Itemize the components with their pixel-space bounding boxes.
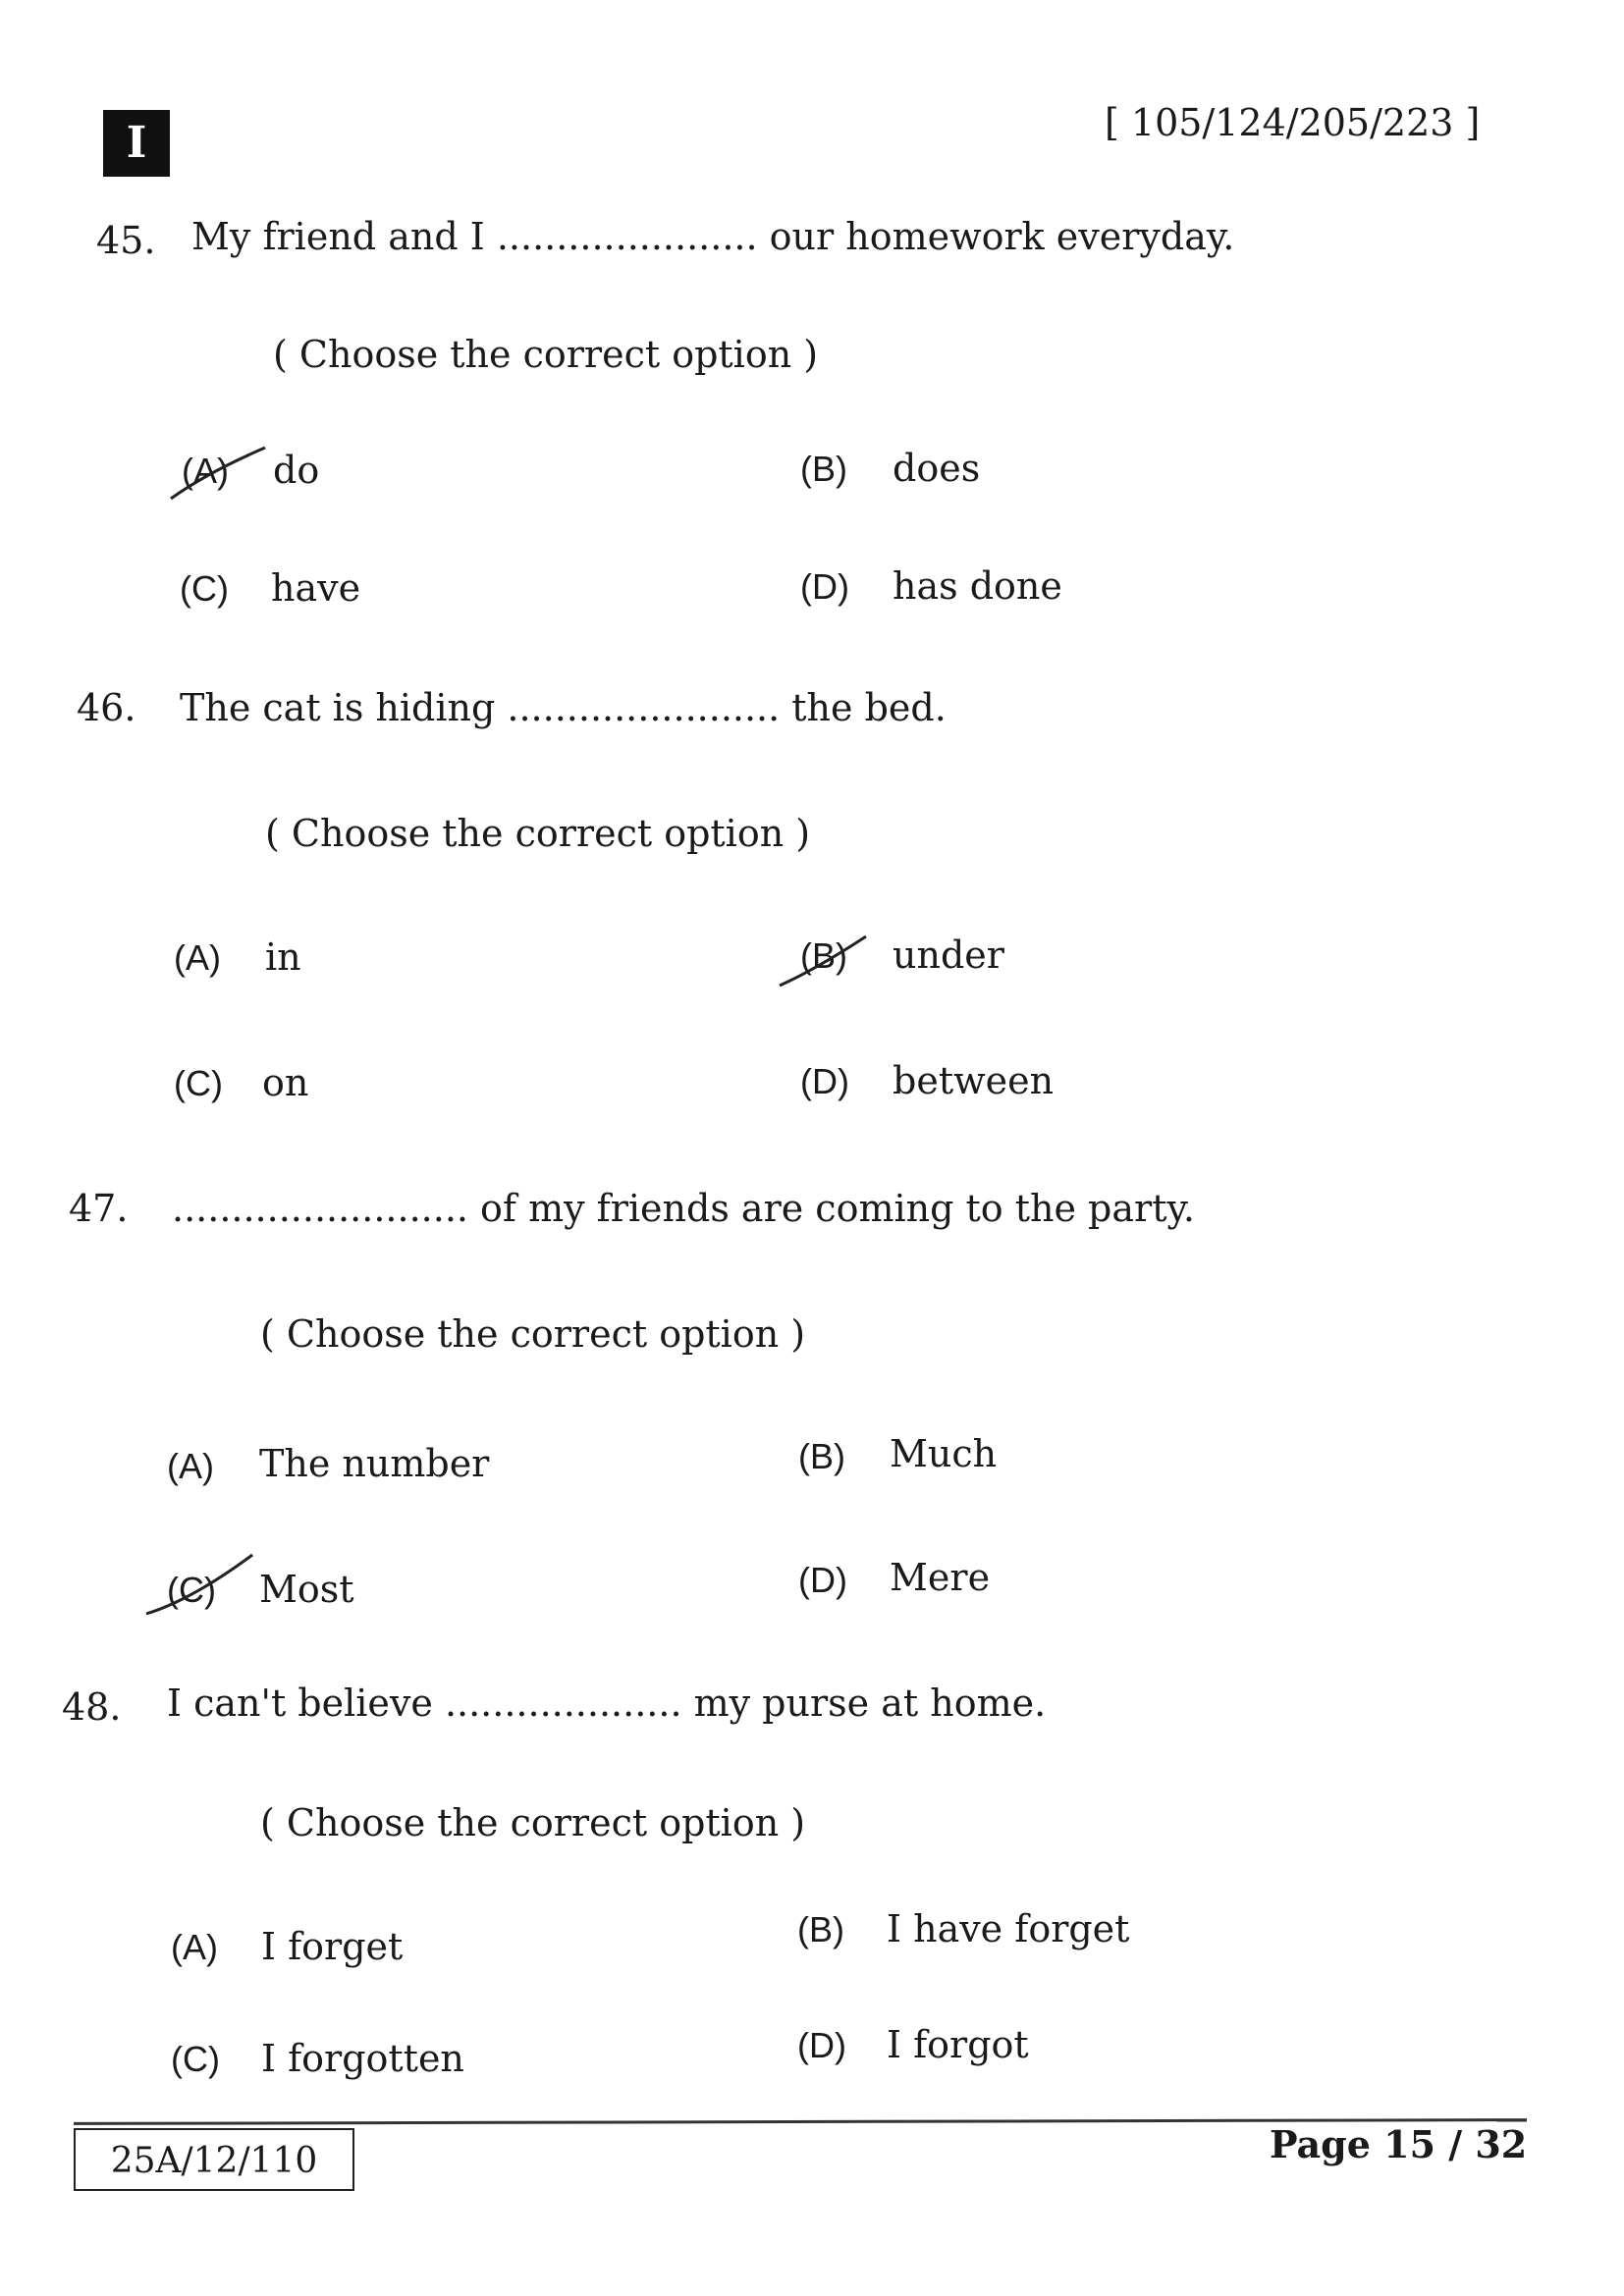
option-label: (B) — [797, 1909, 844, 1949]
check-mark-icon — [776, 931, 874, 989]
question-text: ......................... of my friends are coming to the party. — [172, 1187, 1195, 1230]
option-text: I have forget — [887, 1907, 1130, 1950]
question-text: The cat is hiding ....................... the bed. — [180, 686, 947, 729]
option-label: (A) — [167, 1446, 214, 1486]
option-label: (D) — [800, 1061, 849, 1101]
option-text: I forgot — [887, 2023, 1029, 2066]
option-label: (C) — [180, 568, 229, 609]
check-mark-icon — [167, 444, 275, 503]
option-text: under — [893, 934, 1004, 977]
option-text: Mere — [890, 1556, 991, 1599]
paper-codes: [ 105/124/205/223 ] — [1105, 101, 1481, 144]
option-text: on — [262, 1061, 309, 1104]
option-text: have — [271, 566, 361, 610]
option-label: (B) — [798, 1436, 845, 1476]
option-label: (B) — [800, 449, 847, 489]
option-label: (C) — [171, 2039, 220, 2079]
question-number: 47. — [69, 1187, 129, 1230]
page-number: Page 15 / 32 — [1270, 2122, 1528, 2166]
option-text: Most — [259, 1568, 354, 1611]
option-label: (C) — [174, 1063, 223, 1103]
section-badge: I — [103, 110, 170, 177]
option-label: (B) — [800, 935, 847, 976]
check-mark-icon — [142, 1551, 260, 1620]
option-text: has done — [893, 564, 1062, 608]
question-instruction: ( Choose the correct option ) — [260, 1312, 806, 1356]
option-text: between — [893, 1059, 1055, 1102]
option-text: do — [273, 449, 320, 492]
option-label: (C) — [167, 1570, 216, 1610]
question-text: My friend and I ...................... our homework everyday. — [191, 215, 1235, 258]
question-number: 48. — [62, 1685, 122, 1729]
question-text: I can't believe .................... my purse at home. — [167, 1682, 1047, 1725]
paper-code-box: 25A/12/110 — [74, 2128, 354, 2191]
option-label: (D) — [800, 566, 849, 607]
option-label: (D) — [798, 1560, 847, 1600]
option-text: does — [893, 447, 981, 490]
question-instruction: ( Choose the correct option ) — [265, 812, 811, 855]
question-instruction: ( Choose the correct option ) — [273, 333, 819, 376]
option-label: (A) — [171, 1927, 218, 1967]
option-text: I forget — [261, 1925, 404, 1968]
option-label: (A) — [174, 937, 221, 978]
option-label: (A) — [182, 451, 229, 491]
option-label: (D) — [797, 2025, 846, 2065]
question-number: 45. — [96, 219, 156, 262]
option-text: The number — [259, 1442, 490, 1485]
question-number: 46. — [77, 686, 136, 729]
option-text: I forgotten — [261, 2037, 464, 2080]
option-text: Much — [890, 1432, 998, 1475]
question-instruction: ( Choose the correct option ) — [260, 1801, 806, 1844]
option-text: in — [265, 935, 301, 979]
